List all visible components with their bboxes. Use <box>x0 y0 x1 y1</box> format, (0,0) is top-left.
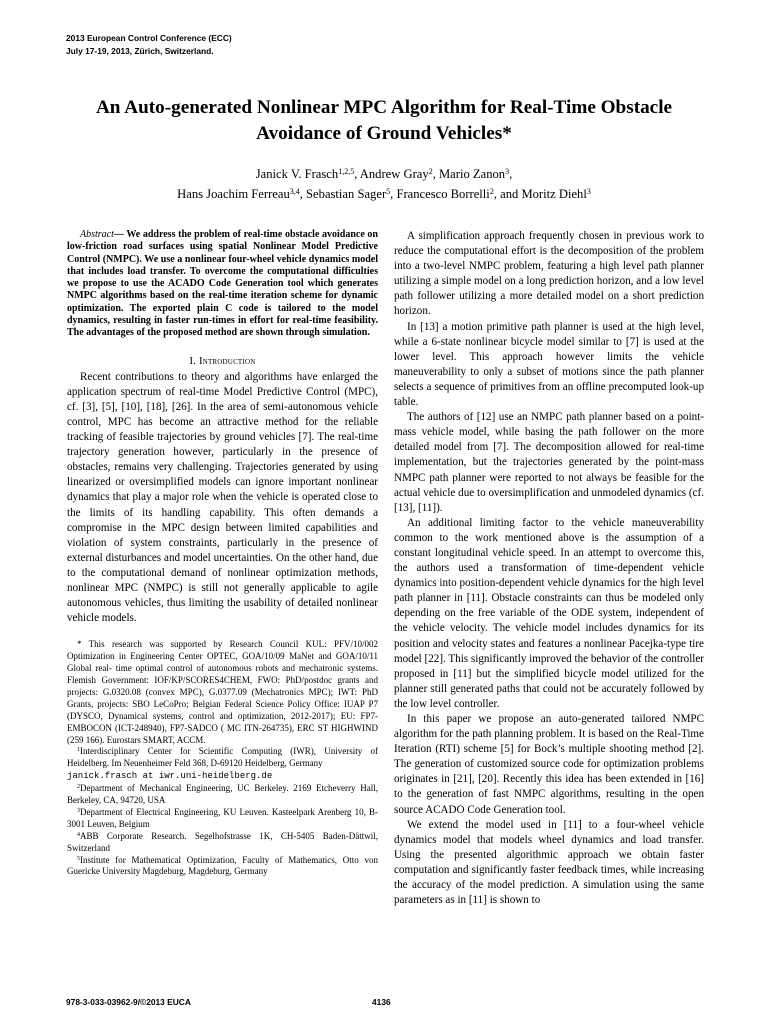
title-line-1: An Auto-generated Nonlinear MPC Algorithm for Real-Time Obstacle <box>95 97 673 118</box>
author-email[interactable]: janick.frasch at iwr.uni-heidelberg.de <box>67 771 273 782</box>
abstract <box>67 229 378 340</box>
page-number: 4136 <box>372 997 391 1007</box>
author-list <box>40 164 728 204</box>
author-affiliation-marker: 5 <box>386 187 391 196</box>
body-paragraph: In this paper we propose an auto-generated tailored NMPC algorithm for the path planning problem. It is based on the Real-Time Iteration (RTI) scheme [5] for Bock’s multiple shooting method [2]. The generation of customized source code for optimization problems originates in [21], [20]. Recently this idea has been extended in [16] to the generation of fast NMPC algorithms, resulting in the open source ACADO Code Generation tool. <box>394 713 704 816</box>
authors-line-2 <box>40 184 728 204</box>
title-line-2: Avoidance of Ground Vehicles* <box>256 123 512 144</box>
funding-footnote: * This research was supported by Research Council KUL: PFV/10/002 Optimization in Engineering Center OPTEC, GOA/10/09 MaNet and GOA/10/11 Global real- time optimal control of autonomous robots and mechatronic systems. Flemish Government: IOF/KP/SCORES4CHEM, FWO: PhD/postdoc grants and projects: G.0320.08 (convex MPC), G.0377.09 (Mechatronics MPC); IWT: PhD Grants, projects: SBO LeCoPro; Belgian Federal Science Policy Office: IUAP P7 (DYSCO, Dynamical systems, control and optimization, 2012-2017); EU: FP7-EMBOCON (ICT-248940), FP7-SADCO ( MC ITN-264735), ERC ST HIGHWIND (259 166). Eurostars SMART, ACCM. <box>67 639 378 745</box>
authors-line-1: Janick V. Frasch$^{1,2,5}$, Andrew Gray$^2$, Mario Zanon$^3$, <box>255 167 513 181</box>
right-column <box>394 229 704 908</box>
author-name: , Andrew Gray <box>354 167 429 181</box>
footnote-marker: 3 <box>77 807 80 814</box>
affiliation-text: Department of Mechanical Engineering, UC Berkeley. 2169 Etcheverry Hall, Berkeley, CA, 94720, USA <box>67 783 378 806</box>
author-affiliation-marker: 3,4 <box>289 187 300 196</box>
author-name: , Mario Zanon <box>432 167 506 181</box>
author-affiliation-marker: 3 <box>586 187 591 196</box>
affiliation-footnote-1 <box>67 746 378 783</box>
footnote-marker: 4 <box>77 831 80 838</box>
paper-title <box>40 95 728 147</box>
author-name: , Sebastian Sager <box>299 187 387 201</box>
conference-name: 2013 European Control Conference (ECC) <box>66 33 232 43</box>
conference-dates-location: July 17-19, 2013, Zürich, Switzerland. <box>66 45 214 56</box>
author-name: , and Moritz Diehl <box>493 187 587 201</box>
footnote-marker: 5 <box>77 855 80 862</box>
author-name: Janick V. Frasch <box>255 167 339 181</box>
left-column <box>67 229 378 878</box>
author-affiliation-marker: 2 <box>489 187 494 196</box>
isbn-copyright: 978-3-033-03962-9/©2013 EUCA <box>66 997 191 1007</box>
section-heading-introduction: I. Introduction <box>189 355 256 367</box>
abstract-label: Abstract <box>80 229 114 240</box>
affiliation-text: Institute for Mathematical Optimization, Faculty of Mathematics, Otto von Guericke University Magdeburg, Magdeburg, Germany <box>67 854 378 877</box>
author-affiliation-marker: 1,2,5 <box>338 167 355 176</box>
author-name: Hans Joachim Ferreau <box>177 187 290 201</box>
author-affiliation-marker: 2 <box>428 167 433 176</box>
affiliation-text: ABB Corporate Research. Segelhofstrasse 1K, CH-5405 Baden-Dättwil, Switzerland <box>67 830 378 853</box>
footnotes <box>67 639 378 878</box>
conference-header <box>66 32 232 57</box>
author-affiliation-marker: 3 <box>505 167 510 176</box>
affiliation-footnote-5 <box>67 855 378 879</box>
affiliation-footnote-4 <box>67 831 378 855</box>
body-paragraph: We extend the model used in [11] to a four-wheel vehicle dynamics model that models wheel dynamics and load transfer. Using the presented algorithmic approach we obtain faster computation and significantly faster feedback times, while increasing the accuracy of the model prediction. A simulation using the same parameters as in [11] is shown to <box>394 818 704 907</box>
abstract-text: — We address the problem of real-time obstacle avoidance on low-friction road surfaces using spatial Nonlinear Model Predictive Control (NMPC). We use a nonlinear four-wheel vehicle dynamics model that includes load transfer. To overcome the computational difficulties we propose to use the ACADO Code Generation tool which generates NMPC algorithms based on the real-time iteration scheme for dynamic optimization. The exported plain C code is tailored to the model dynamics, resulting in faster run-times in effort for real-time feasibility. The advantages of the proposed method are shown through simulation. <box>67 229 378 339</box>
affiliation-footnote-3 <box>67 807 378 831</box>
affiliation-footnote-2 <box>67 783 378 807</box>
body-paragraph: In [13] a motion primitive path planner is used at the high level, while a 6-state nonlinear bicycle model similar to [7] is used at the lower level. This approach however limits the vehicle maneuverability to only a subset of motions since the path planner selects a sequence of primitives from an offline precomputed look-up table. <box>394 320 704 409</box>
affiliation-text: Department of Electrical Engineering, KU Leuven. Kasteelpark Arenberg 10, B-3001 Leuven, Belgium <box>67 806 378 829</box>
affiliation-text: Interdisciplinary Center for Scientific Computing (IWR), University of Heidelberg. Im Neuenheimer Feld 368, D-69120 Heidelberg, Germany <box>67 746 378 769</box>
body-paragraph: A simplification approach frequently chosen in previous work to reduce the computational effort is the decomposition of the problem into a two-level NMPC problem, featuring a high level path planner utilizing a simple model on a long prediction horizon, and a low level path follower utilizing a more detailed model on a short prediction horizon. <box>394 230 704 318</box>
body-paragraph: The authors of [12] use an NMPC path planner based on a point-mass vehicle model, while basing the path follower on the more detailed model from [7]. The decomposition allowed for real-time implementation, but the trajectories generated by the point-mass NMPC path planner were reported to not always be feasible for the actual vehicle due to oversimplification and unmodeled dynamics (cf. [13], [11]). <box>394 411 704 514</box>
body-paragraph: An additional limiting factor to the vehicle maneuverability common to the work mentioned above is the assumption of a constant longitudinal vehicle speed. In an attempt to overcome this, the authors used a transformation of time-dependent vehicle dynamics into position-dependent vehicle dynamics for the high level path planner in [11]. Obstacle constraints can thus be modeled only depending on the free variable of the ODE system, independent of the vehicle velocity. The vehicle model includes dynamics for its position and velocity states and features a nonlinear Pacejka-type tire model [22]. This significantly improved the behavior of the controller proposed in [11] but the simplified bicycle model utilized for the planner still generated paths that could not be accurately followed by the low level controller. <box>394 516 704 710</box>
footnote-marker: 2 <box>77 784 80 791</box>
intro-paragraph: Recent contributions to theory and algorithms have enlarged the application spectrum of real-time Model Predictive Control (MPC), cf. [3], [5], [10], [18], [26]. In the area of semi-autonomous vehicle control, MPC has become an attractive method for the reliable tracking of feasible trajectories by ground vehicles [7]. The real-time trajectory generation however, particularly in the presence of obstacles, remains very challenging. Trajectories generated by using linearized or oversimplified models can ignore important nonlinear dynamics that play a major role when the vehicle is operated close to the limits of its handling capability. This often demands a compromise in the MPC design between limited capabilities and violation of system constraints, particularly in the presence of external disturbances and model uncertainties. On the other hand, due to the computational demand of nonlinear optimization methods, nonlinear MPC (NMPC) is still not generally applicable to agile autonomous vehicles, thus limiting the usability of detailed nonlinear vehicle models. <box>67 370 378 625</box>
author-name: , Francesco Borrelli <box>390 187 490 201</box>
footnote-marker: 1 <box>77 747 80 754</box>
